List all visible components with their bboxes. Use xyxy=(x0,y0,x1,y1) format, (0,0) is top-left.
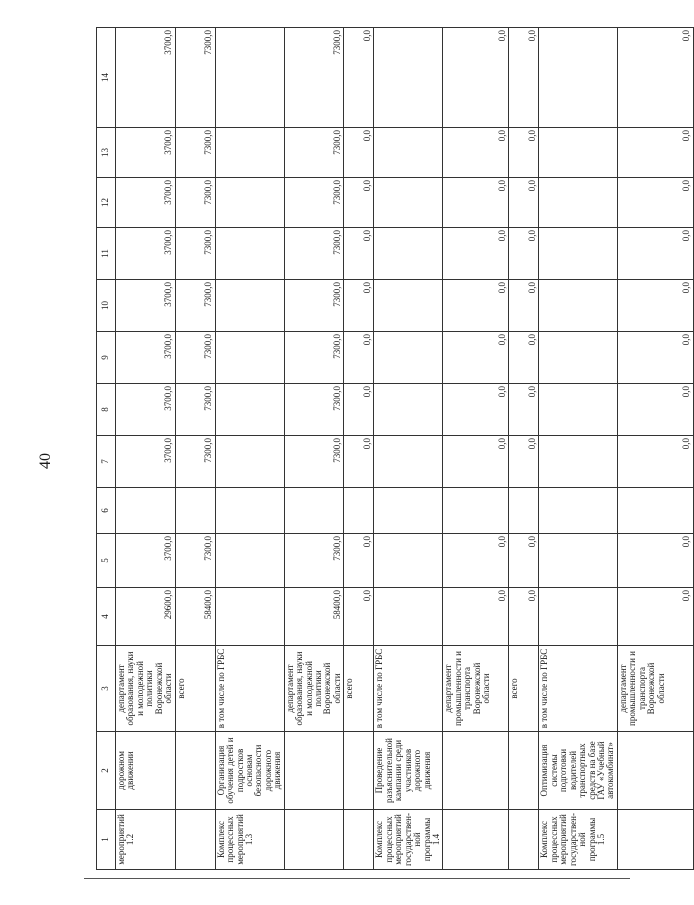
table-cell-value xyxy=(539,178,618,228)
table-cell-text: Комплекс процессных мероприятий государствен-ной программы 1.5 xyxy=(539,810,618,870)
table-cell-value: 0,0 xyxy=(509,228,539,280)
table-cell-value: 0,0 xyxy=(509,588,539,646)
table-cell-value xyxy=(215,436,284,488)
table-cell-value: 0,0 xyxy=(344,534,374,588)
table-cell-value: 3700,0 xyxy=(116,534,176,588)
table-cell-text: в том числе по ГРБС xyxy=(374,646,443,732)
table-cell-value xyxy=(374,332,443,384)
table-cell-value: 0,0 xyxy=(443,228,509,280)
table-cell-text: всего xyxy=(509,646,539,732)
table-cell-text: Проведение разъяснительной кампании среди участников дорожного движения xyxy=(374,732,443,810)
table-cell-text xyxy=(344,732,374,810)
table-cell-value: 3700,0 xyxy=(116,436,176,488)
table-cell-value: 7300,0 xyxy=(175,384,215,436)
column-number: 11 xyxy=(97,228,116,280)
table-cell-value: 0,0 xyxy=(617,178,693,228)
table-cell-value xyxy=(215,228,284,280)
column-number-row xyxy=(97,28,116,870)
table-cell-value xyxy=(215,588,284,646)
table-cell-value: 7300,0 xyxy=(175,332,215,384)
table-cell-text: департамент промышленности и транспорта Воронежской области xyxy=(617,646,693,732)
table-cell-value: 7300,0 xyxy=(284,178,344,228)
table-cell-value: 0,0 xyxy=(617,280,693,332)
table-container xyxy=(96,28,692,870)
table-cell-value: 0,0 xyxy=(617,436,693,488)
budget-table xyxy=(96,27,694,870)
table-cell-value xyxy=(284,488,344,534)
table-cell-value xyxy=(374,384,443,436)
column-number: 8 xyxy=(97,384,116,436)
table-cell-value: 0,0 xyxy=(443,588,509,646)
table-cell-value: 3700,0 xyxy=(116,332,176,384)
table-cell-value: 0,0 xyxy=(509,28,539,128)
table-cell-text xyxy=(617,732,693,810)
table-cell-text: Комплекс процессных мероприятий 1.3 xyxy=(215,810,284,870)
table-cell-value xyxy=(374,488,443,534)
table-row xyxy=(443,28,509,870)
table-cell-value: 7300,0 xyxy=(175,28,215,128)
table-cell-value: 0,0 xyxy=(344,384,374,436)
table-cell-value: 7300,0 xyxy=(175,280,215,332)
table-cell-text: в том числе по ГРБС xyxy=(215,646,284,732)
table-cell-value xyxy=(215,488,284,534)
table-cell-value xyxy=(374,534,443,588)
table-cell-text: Оптимизация системы подготовки водителей транспортных средств на базе ГАУ «Учебный автокомбинат» xyxy=(539,732,618,810)
table-cell-text xyxy=(284,732,344,810)
table-cell-text xyxy=(617,810,693,870)
table-cell-text: дорожном движении xyxy=(116,732,176,810)
table-cell-value: 7300,0 xyxy=(175,436,215,488)
table-cell-value: 7300,0 xyxy=(284,228,344,280)
table-cell-value xyxy=(539,280,618,332)
table-cell-value: 3700,0 xyxy=(116,280,176,332)
table-cell-value xyxy=(374,228,443,280)
table-cell-value xyxy=(175,488,215,534)
table-cell-value xyxy=(374,588,443,646)
table-cell-text xyxy=(443,810,509,870)
table-cell-value: 0,0 xyxy=(443,534,509,588)
column-number: 12 xyxy=(97,178,116,228)
table-cell-value xyxy=(539,128,618,178)
table-cell-value xyxy=(374,28,443,128)
table-cell-value: 7300,0 xyxy=(284,332,344,384)
table-cell-value: 0,0 xyxy=(344,332,374,384)
table-cell-value: 7300,0 xyxy=(284,436,344,488)
table-cell-value: 0,0 xyxy=(443,436,509,488)
table-cell-value: 0,0 xyxy=(509,178,539,228)
table-row xyxy=(284,28,344,870)
column-number: 13 xyxy=(97,128,116,178)
column-number: 14 xyxy=(97,28,116,128)
table-row xyxy=(617,28,693,870)
table-cell-value: 0,0 xyxy=(344,588,374,646)
table-row xyxy=(374,28,443,870)
column-number: 7 xyxy=(97,436,116,488)
table-cell-value: 7300,0 xyxy=(284,128,344,178)
table-cell-value: 3700,0 xyxy=(116,28,176,128)
table-cell-value: 0,0 xyxy=(617,588,693,646)
table-cell-value: 3700,0 xyxy=(116,228,176,280)
table-cell-value: 0,0 xyxy=(509,436,539,488)
table-cell-text xyxy=(509,732,539,810)
table-cell-value: 0,0 xyxy=(617,384,693,436)
page-bottom-rule xyxy=(84,878,630,879)
table-cell-value: 0,0 xyxy=(617,332,693,384)
table-cell-text: в том числе по ГРБС xyxy=(539,646,618,732)
table-cell-text: департамент промышленности и транспорта Воронежской области xyxy=(443,646,509,732)
table-cell-value: 7300,0 xyxy=(284,384,344,436)
table-cell-value: 0,0 xyxy=(443,384,509,436)
table-cell-value: 0,0 xyxy=(509,332,539,384)
table-cell-value: 0,0 xyxy=(509,280,539,332)
table-cell-text: Организация обучения детей и подростков основам безопасности дорожного движения xyxy=(215,732,284,810)
table-cell-text: всего xyxy=(344,646,374,732)
table-cell-text: мероприятий 1.2 xyxy=(116,810,176,870)
column-number: 3 xyxy=(97,646,116,732)
table-cell-value xyxy=(539,436,618,488)
table-cell-value: 0,0 xyxy=(443,332,509,384)
table-cell-text xyxy=(175,810,215,870)
table-cell-value: 7300,0 xyxy=(284,280,344,332)
table-cell-value xyxy=(116,488,176,534)
table-row xyxy=(215,28,284,870)
table-cell-text xyxy=(175,732,215,810)
table-cell-value: 0,0 xyxy=(443,28,509,128)
table-cell-value: 7300,0 xyxy=(175,228,215,280)
table-cell-value xyxy=(344,488,374,534)
table-cell-value xyxy=(539,228,618,280)
table-cell-value: 0,0 xyxy=(344,228,374,280)
table-cell-value xyxy=(617,488,693,534)
rotated-table-frame xyxy=(96,28,692,870)
column-number: 2 xyxy=(97,732,116,810)
column-number: 4 xyxy=(97,588,116,646)
table-cell-value: 0,0 xyxy=(443,280,509,332)
table-row xyxy=(344,28,374,870)
table-cell-value xyxy=(539,488,618,534)
column-number: 5 xyxy=(97,534,116,588)
table-cell-value xyxy=(215,332,284,384)
table-cell-value: 0,0 xyxy=(509,384,539,436)
table-cell-value xyxy=(443,488,509,534)
table-cell-text xyxy=(509,810,539,870)
table-cell-value: 0,0 xyxy=(617,534,693,588)
table-cell-value: 3700,0 xyxy=(116,178,176,228)
table-cell-value xyxy=(215,280,284,332)
table-cell-value: 0,0 xyxy=(617,128,693,178)
table-cell-text xyxy=(344,810,374,870)
table-cell-value: 0,0 xyxy=(617,228,693,280)
table-cell-value: 0,0 xyxy=(443,128,509,178)
table-cell-text: департамент образования, науки и молодежной политики Воронежской области xyxy=(116,646,176,732)
table-cell-value: 7300,0 xyxy=(284,28,344,128)
table-cell-value xyxy=(374,280,443,332)
table-cell-value: 58400,0 xyxy=(175,588,215,646)
table-cell-value: 0,0 xyxy=(344,128,374,178)
table-body xyxy=(116,28,694,870)
table-cell-value xyxy=(215,128,284,178)
column-number: 6 xyxy=(97,488,116,534)
column-number: 10 xyxy=(97,280,116,332)
table-cell-value: 3700,0 xyxy=(116,128,176,178)
table-cell-value: 0,0 xyxy=(344,436,374,488)
table-cell-value xyxy=(374,128,443,178)
table-row xyxy=(509,28,539,870)
table-cell-text: всего xyxy=(175,646,215,732)
table-row xyxy=(539,28,618,870)
table-cell-value: 3700,0 xyxy=(116,384,176,436)
table-cell-value: 0,0 xyxy=(509,128,539,178)
table-cell-value: 0,0 xyxy=(344,178,374,228)
column-number: 9 xyxy=(97,332,116,384)
table-cell-value xyxy=(539,384,618,436)
table-cell-text xyxy=(284,810,344,870)
table-cell-value xyxy=(215,178,284,228)
table-cell-value: 0,0 xyxy=(344,280,374,332)
table-cell-value: 0,0 xyxy=(344,28,374,128)
table-cell-value xyxy=(215,384,284,436)
column-number: 1 xyxy=(97,810,116,870)
table-cell-value xyxy=(509,488,539,534)
table-cell-value xyxy=(539,332,618,384)
table-cell-value xyxy=(215,534,284,588)
table-cell-value xyxy=(374,436,443,488)
table-cell-value: 58400,0 xyxy=(284,588,344,646)
table-cell-value: 29600,0 xyxy=(116,588,176,646)
table-cell-value xyxy=(215,28,284,128)
table-cell-text: Комплекс процессных мероприятий государствен-ной программы 1.4 xyxy=(374,810,443,870)
table-cell-value xyxy=(539,28,618,128)
table-cell-value xyxy=(539,534,618,588)
table-row xyxy=(116,28,176,870)
table-row xyxy=(175,28,215,870)
table-cell-value: 7300,0 xyxy=(284,534,344,588)
table-cell-value: 0,0 xyxy=(509,534,539,588)
table-cell-value: 7300,0 xyxy=(175,534,215,588)
table-cell-text: департамент образования, науки и молодежной политики Воронежской области xyxy=(284,646,344,732)
table-cell-value: 0,0 xyxy=(617,28,693,128)
table-cell-value xyxy=(539,588,618,646)
page-number: 40 xyxy=(37,453,54,469)
table-cell-value: 7300,0 xyxy=(175,178,215,228)
table-cell-value xyxy=(374,178,443,228)
table-cell-value: 7300,0 xyxy=(175,128,215,178)
table-cell-text xyxy=(443,732,509,810)
table-cell-value: 0,0 xyxy=(443,178,509,228)
